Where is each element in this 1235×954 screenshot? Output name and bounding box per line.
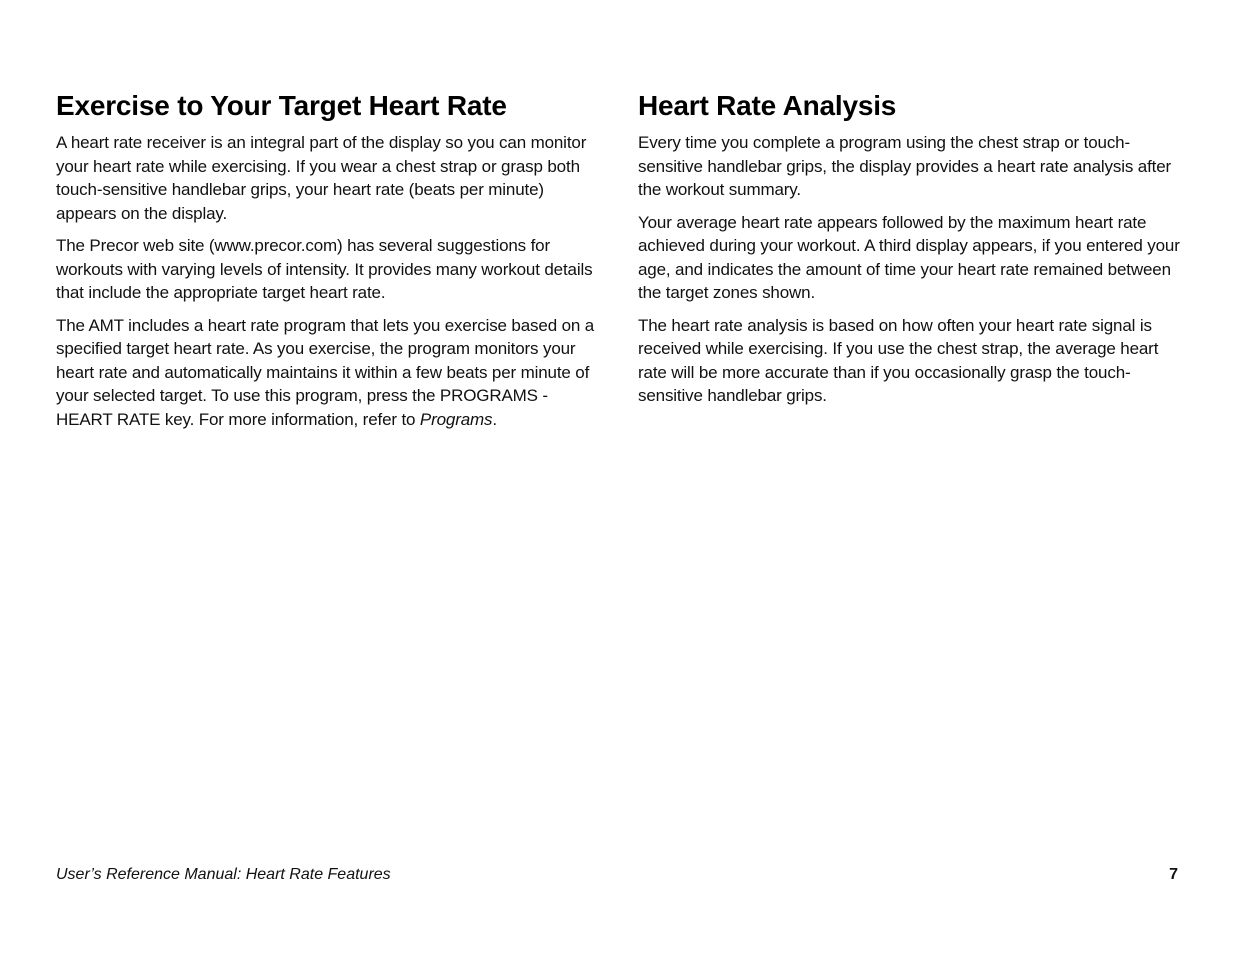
paragraph-amt-heart-rate-program — [56, 314, 601, 432]
paragraph-text: The AMT includes a heart rate program that lets you exercise based on a specified target heart rate. As you exercise, the program monitors your heart rate and automatically maintains it within a few beats per minute of your selected target. To use this program, press the PROGRAMS - HEART RATE key. For more information, refer to — [56, 315, 595, 429]
right-column — [638, 88, 1183, 417]
programs-reference: Programs — [419, 409, 493, 429]
paragraph-heart-rate-receiver: A heart rate receiver is an integral part of the display so you can monitor your heart rate while exercising. If you wear a chest strap or grasp both touch-sensitive handlebar grips, your heart rate (beats per minute) appears on the display. — [56, 133, 587, 223]
section-heading-target-heart-rate: Exercise to Your Target Heart Rate — [56, 90, 507, 121]
paragraph-analysis-accuracy: The heart rate analysis is based on how often your heart rate signal is received while exercising. If you use the chest strap, the average heart rate will be more accurate than if you occasionally grasp the touch-sensitive handlebar grips. — [638, 315, 1159, 405]
paragraph-average-heart-rate: Your average heart rate appears followed by the maximum heart rate achieved during your workout. A third display appears, if you entered your age, and indicates the amount of time your heart rate remained between the target zones shown. — [638, 212, 1180, 302]
footer-title: User’s Reference Manual: Heart Rate Features — [56, 866, 391, 883]
paragraph-end: . — [492, 409, 497, 429]
left-column — [56, 88, 601, 440]
paragraph-analysis-intro: Every time you complete a program using the chest strap or touch-sensitive handlebar grips, the display provides a heart rate analysis after the workout summary. — [638, 133, 1172, 199]
section-heading-heart-rate-analysis: Heart Rate Analysis — [638, 90, 897, 121]
page-number: 7 — [1169, 866, 1178, 883]
paragraph-precor-web-site: The Precor web site (www.precor.com) has several suggestions for workouts with varying levels of intensity. It provides many workout details that include the appropriate target heart rate. — [56, 236, 593, 302]
